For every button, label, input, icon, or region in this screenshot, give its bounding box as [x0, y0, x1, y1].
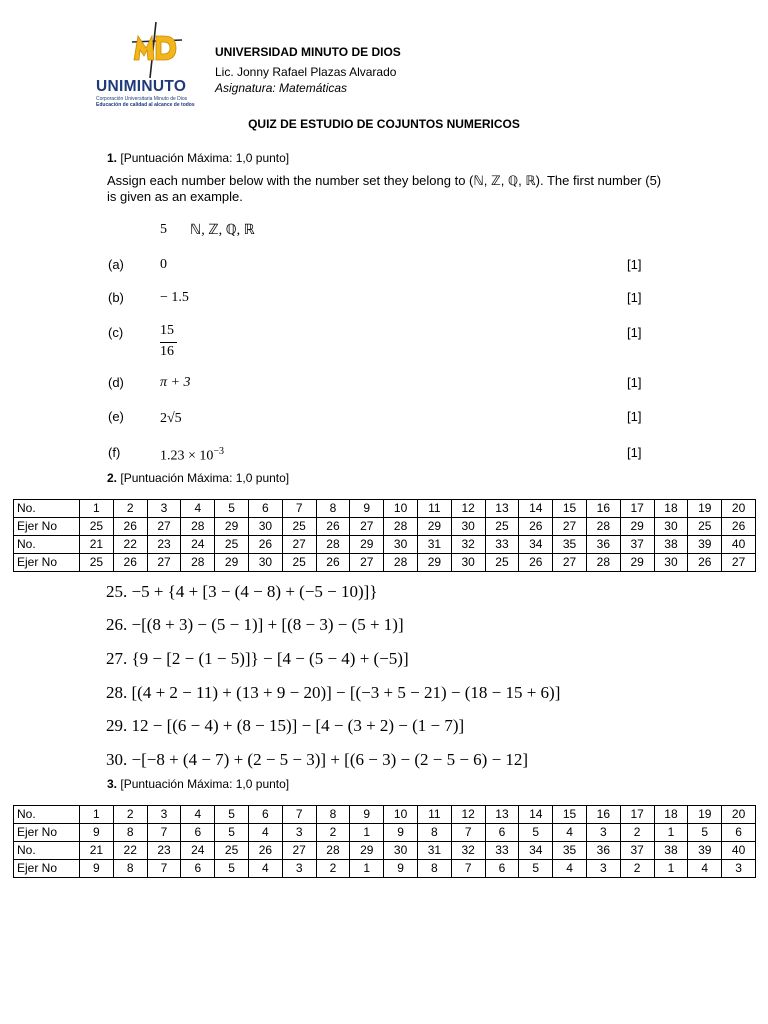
table-cell: 1 [350, 824, 384, 842]
subject-name: Asignatura: Matemáticas [215, 81, 348, 95]
q1e-label: (e) [108, 409, 124, 424]
table-cell: 8 [113, 824, 147, 842]
table-cell: 28 [181, 554, 215, 572]
table-cell: 5 [688, 824, 722, 842]
q3-header [107, 777, 289, 791]
md-logo-icon [96, 20, 211, 80]
q1b-label: (b) [108, 290, 124, 305]
table-cell: 28 [316, 536, 350, 554]
table-cell: 27 [147, 518, 181, 536]
q1a-label: (a) [108, 257, 124, 272]
table-cell: 1 [350, 860, 384, 878]
table-cell: 30 [248, 554, 282, 572]
table-cell: 33 [485, 842, 519, 860]
table-cell: 27 [282, 536, 316, 554]
table-cell: 26 [248, 842, 282, 860]
table-cell: 7 [451, 860, 485, 878]
q1e-value: 2√5 [160, 411, 182, 426]
table-cell: 3 [147, 806, 181, 824]
table-cell: 19 [688, 500, 722, 518]
q1f-mark: [1] [627, 445, 642, 460]
table-cell: 7 [282, 806, 316, 824]
table-cell: 20 [722, 500, 756, 518]
q1c-numerator: 15 [160, 323, 174, 338]
table-cell: 25 [282, 518, 316, 536]
q1d-mark: [1] [627, 375, 642, 390]
table-cell: 9 [80, 860, 114, 878]
q2-number: 2. [107, 471, 118, 485]
table-row [14, 554, 756, 572]
row-header-cell: Ejer No [14, 860, 80, 878]
table-cell: 8 [417, 860, 451, 878]
row-header-cell: No. [14, 500, 80, 518]
table-cell: 26 [519, 518, 553, 536]
table-cell: 26 [316, 554, 350, 572]
exercise-27: 27. {9 − [2 − (1 − 5)]} − [4 − (5 − 4) + (−5)] [106, 649, 409, 668]
table-cell: 28 [316, 842, 350, 860]
table-cell: 5 [519, 824, 553, 842]
table-cell: 3 [282, 824, 316, 842]
q1a-mark: [1] [627, 257, 642, 272]
table-cell: 4 [553, 860, 587, 878]
table-cell: 25 [485, 554, 519, 572]
table-cell: 13 [485, 806, 519, 824]
table-cell: 16 [586, 500, 620, 518]
row-header-cell: Ejer No [14, 824, 80, 842]
table-cell: 30 [384, 842, 418, 860]
table-cell: 26 [519, 554, 553, 572]
table-cell: 30 [248, 518, 282, 536]
q1f-label: (f) [108, 445, 121, 460]
table-cell: 31 [417, 536, 451, 554]
table-cell: 7 [451, 824, 485, 842]
table-cell: 16 [586, 806, 620, 824]
row-header-cell: No. [14, 842, 80, 860]
table-cell: 12 [451, 806, 485, 824]
table-cell: 24 [181, 842, 215, 860]
table-row [14, 518, 756, 536]
exercise-28: 28. [(4 + 2 − 11) + (13 + 9 − 20)] − [(−3 + 5 − 21) − (18 − 15 + 6)] [106, 683, 561, 702]
logo-tagline: Educación de calidad al alcance de todos [96, 102, 195, 108]
table-cell: 9 [350, 806, 384, 824]
q1f-exponent: −3 [213, 446, 225, 457]
table-cell: 4 [248, 824, 282, 842]
table-cell: 26 [113, 518, 147, 536]
table-cell: 9 [350, 500, 384, 518]
q1f-value [160, 446, 224, 465]
table-cell: 37 [620, 536, 654, 554]
q3-number: 3. [107, 777, 118, 791]
q3-exercise-table [13, 805, 756, 878]
q2-header [107, 471, 289, 485]
table-cell: 21 [80, 842, 114, 860]
q1c-denominator: 16 [160, 344, 174, 359]
table-cell: 30 [654, 518, 688, 536]
q1d-label: (d) [108, 375, 124, 390]
table-cell: 25 [80, 554, 114, 572]
table-cell: 15 [553, 806, 587, 824]
q1d-value: π + 3 [160, 375, 191, 390]
table-cell: 5 [215, 860, 249, 878]
table-cell: 3 [586, 824, 620, 842]
table-cell: 39 [688, 536, 722, 554]
table-cell: 33 [485, 536, 519, 554]
table-cell: 22 [113, 536, 147, 554]
table-cell: 29 [215, 554, 249, 572]
table-cell: 38 [654, 842, 688, 860]
row-header-cell: Ejer No [14, 518, 80, 536]
table-cell: 29 [215, 518, 249, 536]
table-cell: 32 [451, 536, 485, 554]
logo-brand: UNIMINUTO [96, 78, 187, 95]
table-cell: 27 [553, 518, 587, 536]
table-cell: 26 [316, 518, 350, 536]
table-cell: 27 [350, 554, 384, 572]
table-cell: 26 [113, 554, 147, 572]
table-cell: 2 [113, 500, 147, 518]
university-logo [96, 20, 211, 106]
exercise-30: 30. −[−8 + (4 − 7) + (2 − 5 − 3)] + [(6 − 3) − (2 − 5 − 6) − 12] [106, 750, 529, 769]
table-cell: 36 [586, 842, 620, 860]
fraction-bar [160, 342, 177, 343]
table-cell: 8 [316, 806, 350, 824]
table-cell: 4 [553, 824, 587, 842]
table-cell: 29 [350, 842, 384, 860]
table-cell: 8 [113, 860, 147, 878]
table-cell: 4 [181, 806, 215, 824]
table-row [14, 824, 756, 842]
table-cell: 1 [654, 860, 688, 878]
table-cell: 6 [181, 824, 215, 842]
table-cell: 23 [147, 842, 181, 860]
table-cell: 28 [586, 518, 620, 536]
row-header-cell: Ejer No [14, 554, 80, 572]
university-name: UNIVERSIDAD MINUTO DE DIOS [215, 45, 401, 59]
table-cell: 28 [384, 518, 418, 536]
table-cell: 5 [215, 500, 249, 518]
q1e-mark: [1] [627, 409, 642, 424]
exercise-25: 25. −5 + {4 + [3 − (4 − 8) + (−5 − 10)]} [106, 582, 378, 601]
table-cell: 6 [485, 860, 519, 878]
table-cell: 26 [688, 554, 722, 572]
table-cell: 35 [553, 842, 587, 860]
table-cell: 30 [384, 536, 418, 554]
table-cell: 25 [215, 536, 249, 554]
table-cell: 6 [181, 860, 215, 878]
table-cell: 6 [485, 824, 519, 842]
table-row [14, 500, 756, 518]
table-cell: 19 [688, 806, 722, 824]
table-cell: 24 [181, 536, 215, 554]
table-cell: 7 [282, 500, 316, 518]
q1a-value: 0 [160, 257, 167, 272]
table-cell: 11 [417, 500, 451, 518]
table-cell: 23 [147, 536, 181, 554]
q1f-mantissa: 1.23 × 10 [160, 448, 214, 464]
table-cell: 39 [688, 842, 722, 860]
table-cell: 1 [80, 806, 114, 824]
table-cell: 35 [553, 536, 587, 554]
table-cell: 18 [654, 806, 688, 824]
table-cell: 14 [519, 500, 553, 518]
q2-score: [Puntuación Máxima: 1,0 punto] [120, 471, 290, 485]
table-cell: 5 [519, 860, 553, 878]
table-cell: 34 [519, 842, 553, 860]
table-cell: 2 [316, 824, 350, 842]
q1c-mark: [1] [627, 325, 642, 340]
table-cell: 20 [722, 806, 756, 824]
table-cell: 2 [113, 806, 147, 824]
table-cell: 6 [248, 500, 282, 518]
table-cell: 30 [451, 554, 485, 572]
q2-exercise-table [13, 499, 756, 572]
table-cell: 29 [620, 518, 654, 536]
table-cell: 40 [722, 842, 756, 860]
table-cell: 30 [654, 554, 688, 572]
q3-score: [Puntuación Máxima: 1,0 punto] [120, 777, 290, 791]
table-cell: 2 [620, 824, 654, 842]
table-cell: 36 [586, 536, 620, 554]
table-cell: 29 [417, 518, 451, 536]
table-cell: 4 [181, 500, 215, 518]
table-cell: 2 [316, 860, 350, 878]
q1b-value: − 1.5 [160, 290, 189, 305]
table-cell: 5 [215, 806, 249, 824]
table-cell: 25 [485, 518, 519, 536]
table-cell: 3 [282, 860, 316, 878]
table-cell: 7 [147, 824, 181, 842]
table-cell: 1 [80, 500, 114, 518]
table-cell: 27 [282, 842, 316, 860]
table-cell: 2 [620, 860, 654, 878]
table-row [14, 860, 756, 878]
professor-name: Lic. Jonny Rafael Plazas Alvarado [215, 65, 397, 79]
table-cell: 28 [586, 554, 620, 572]
table-cell: 28 [384, 554, 418, 572]
table-cell: 3 [147, 500, 181, 518]
table-cell: 34 [519, 536, 553, 554]
table-cell: 26 [722, 518, 756, 536]
table-cell: 27 [553, 554, 587, 572]
table-cell: 27 [350, 518, 384, 536]
table-cell: 27 [722, 554, 756, 572]
table-cell: 6 [722, 824, 756, 842]
q1-instruction: Assign each number below with the number set they belong to (ℕ, ℤ, ℚ, ℝ). The first number (5) is given as an example. [107, 173, 662, 204]
quiz-title: QUIZ DE ESTUDIO DE COJUNTOS NUMERICOS [248, 117, 520, 131]
table-row [14, 536, 756, 554]
table-cell: 40 [722, 536, 756, 554]
q1c-label: (c) [108, 325, 124, 340]
table-cell: 29 [350, 536, 384, 554]
table-cell: 28 [181, 518, 215, 536]
q1b-mark: [1] [627, 290, 642, 305]
table-cell: 10 [384, 500, 418, 518]
q1-score: [Puntuación Máxima: 1,0 punto] [120, 151, 290, 165]
table-cell: 14 [519, 806, 553, 824]
table-cell: 7 [147, 860, 181, 878]
table-cell: 1 [654, 824, 688, 842]
table-cell: 27 [147, 554, 181, 572]
q1-header [107, 151, 289, 165]
table-cell: 8 [316, 500, 350, 518]
table-cell: 9 [80, 824, 114, 842]
logo-subtitle: Corporación Universitaria Minuto de Dios [96, 96, 188, 102]
row-header-cell: No. [14, 806, 80, 824]
table-cell: 18 [654, 500, 688, 518]
table-cell: 32 [451, 842, 485, 860]
table-cell: 17 [620, 806, 654, 824]
table-cell: 31 [417, 842, 451, 860]
q1-example-value: 5 [160, 222, 167, 237]
table-cell: 38 [654, 536, 688, 554]
table-cell: 13 [485, 500, 519, 518]
table-cell: 8 [417, 824, 451, 842]
table-row [14, 842, 756, 860]
table-cell: 37 [620, 842, 654, 860]
q1-number: 1. [107, 151, 118, 165]
table-cell: 9 [384, 824, 418, 842]
exercise-29: 29. 12 − [(6 − 4) + (8 − 15)] − [4 − (3 + 2) − (1 − 7)] [106, 716, 465, 735]
table-cell: 21 [80, 536, 114, 554]
table-cell: 29 [417, 554, 451, 572]
table-cell: 4 [248, 860, 282, 878]
table-cell: 25 [80, 518, 114, 536]
table-cell: 9 [384, 860, 418, 878]
q1-example-sets: ℕ, ℤ, ℚ, ℝ [190, 223, 255, 238]
row-header-cell: No. [14, 536, 80, 554]
table-cell: 12 [451, 500, 485, 518]
table-cell: 22 [113, 842, 147, 860]
exercise-26: 26. −[(8 + 3) − (5 − 1)] + [(8 − 3) − (5 + 1)] [106, 615, 404, 634]
table-row [14, 806, 756, 824]
table-cell: 3 [586, 860, 620, 878]
table-cell: 25 [282, 554, 316, 572]
table-cell: 4 [688, 860, 722, 878]
table-cell: 6 [248, 806, 282, 824]
table-cell: 17 [620, 500, 654, 518]
table-cell: 5 [215, 824, 249, 842]
table-cell: 15 [553, 500, 587, 518]
table-cell: 26 [248, 536, 282, 554]
table-cell: 25 [688, 518, 722, 536]
table-cell: 3 [722, 860, 756, 878]
table-cell: 30 [451, 518, 485, 536]
table-cell: 10 [384, 806, 418, 824]
table-cell: 25 [215, 842, 249, 860]
table-cell: 29 [620, 554, 654, 572]
table-cell: 11 [417, 806, 451, 824]
